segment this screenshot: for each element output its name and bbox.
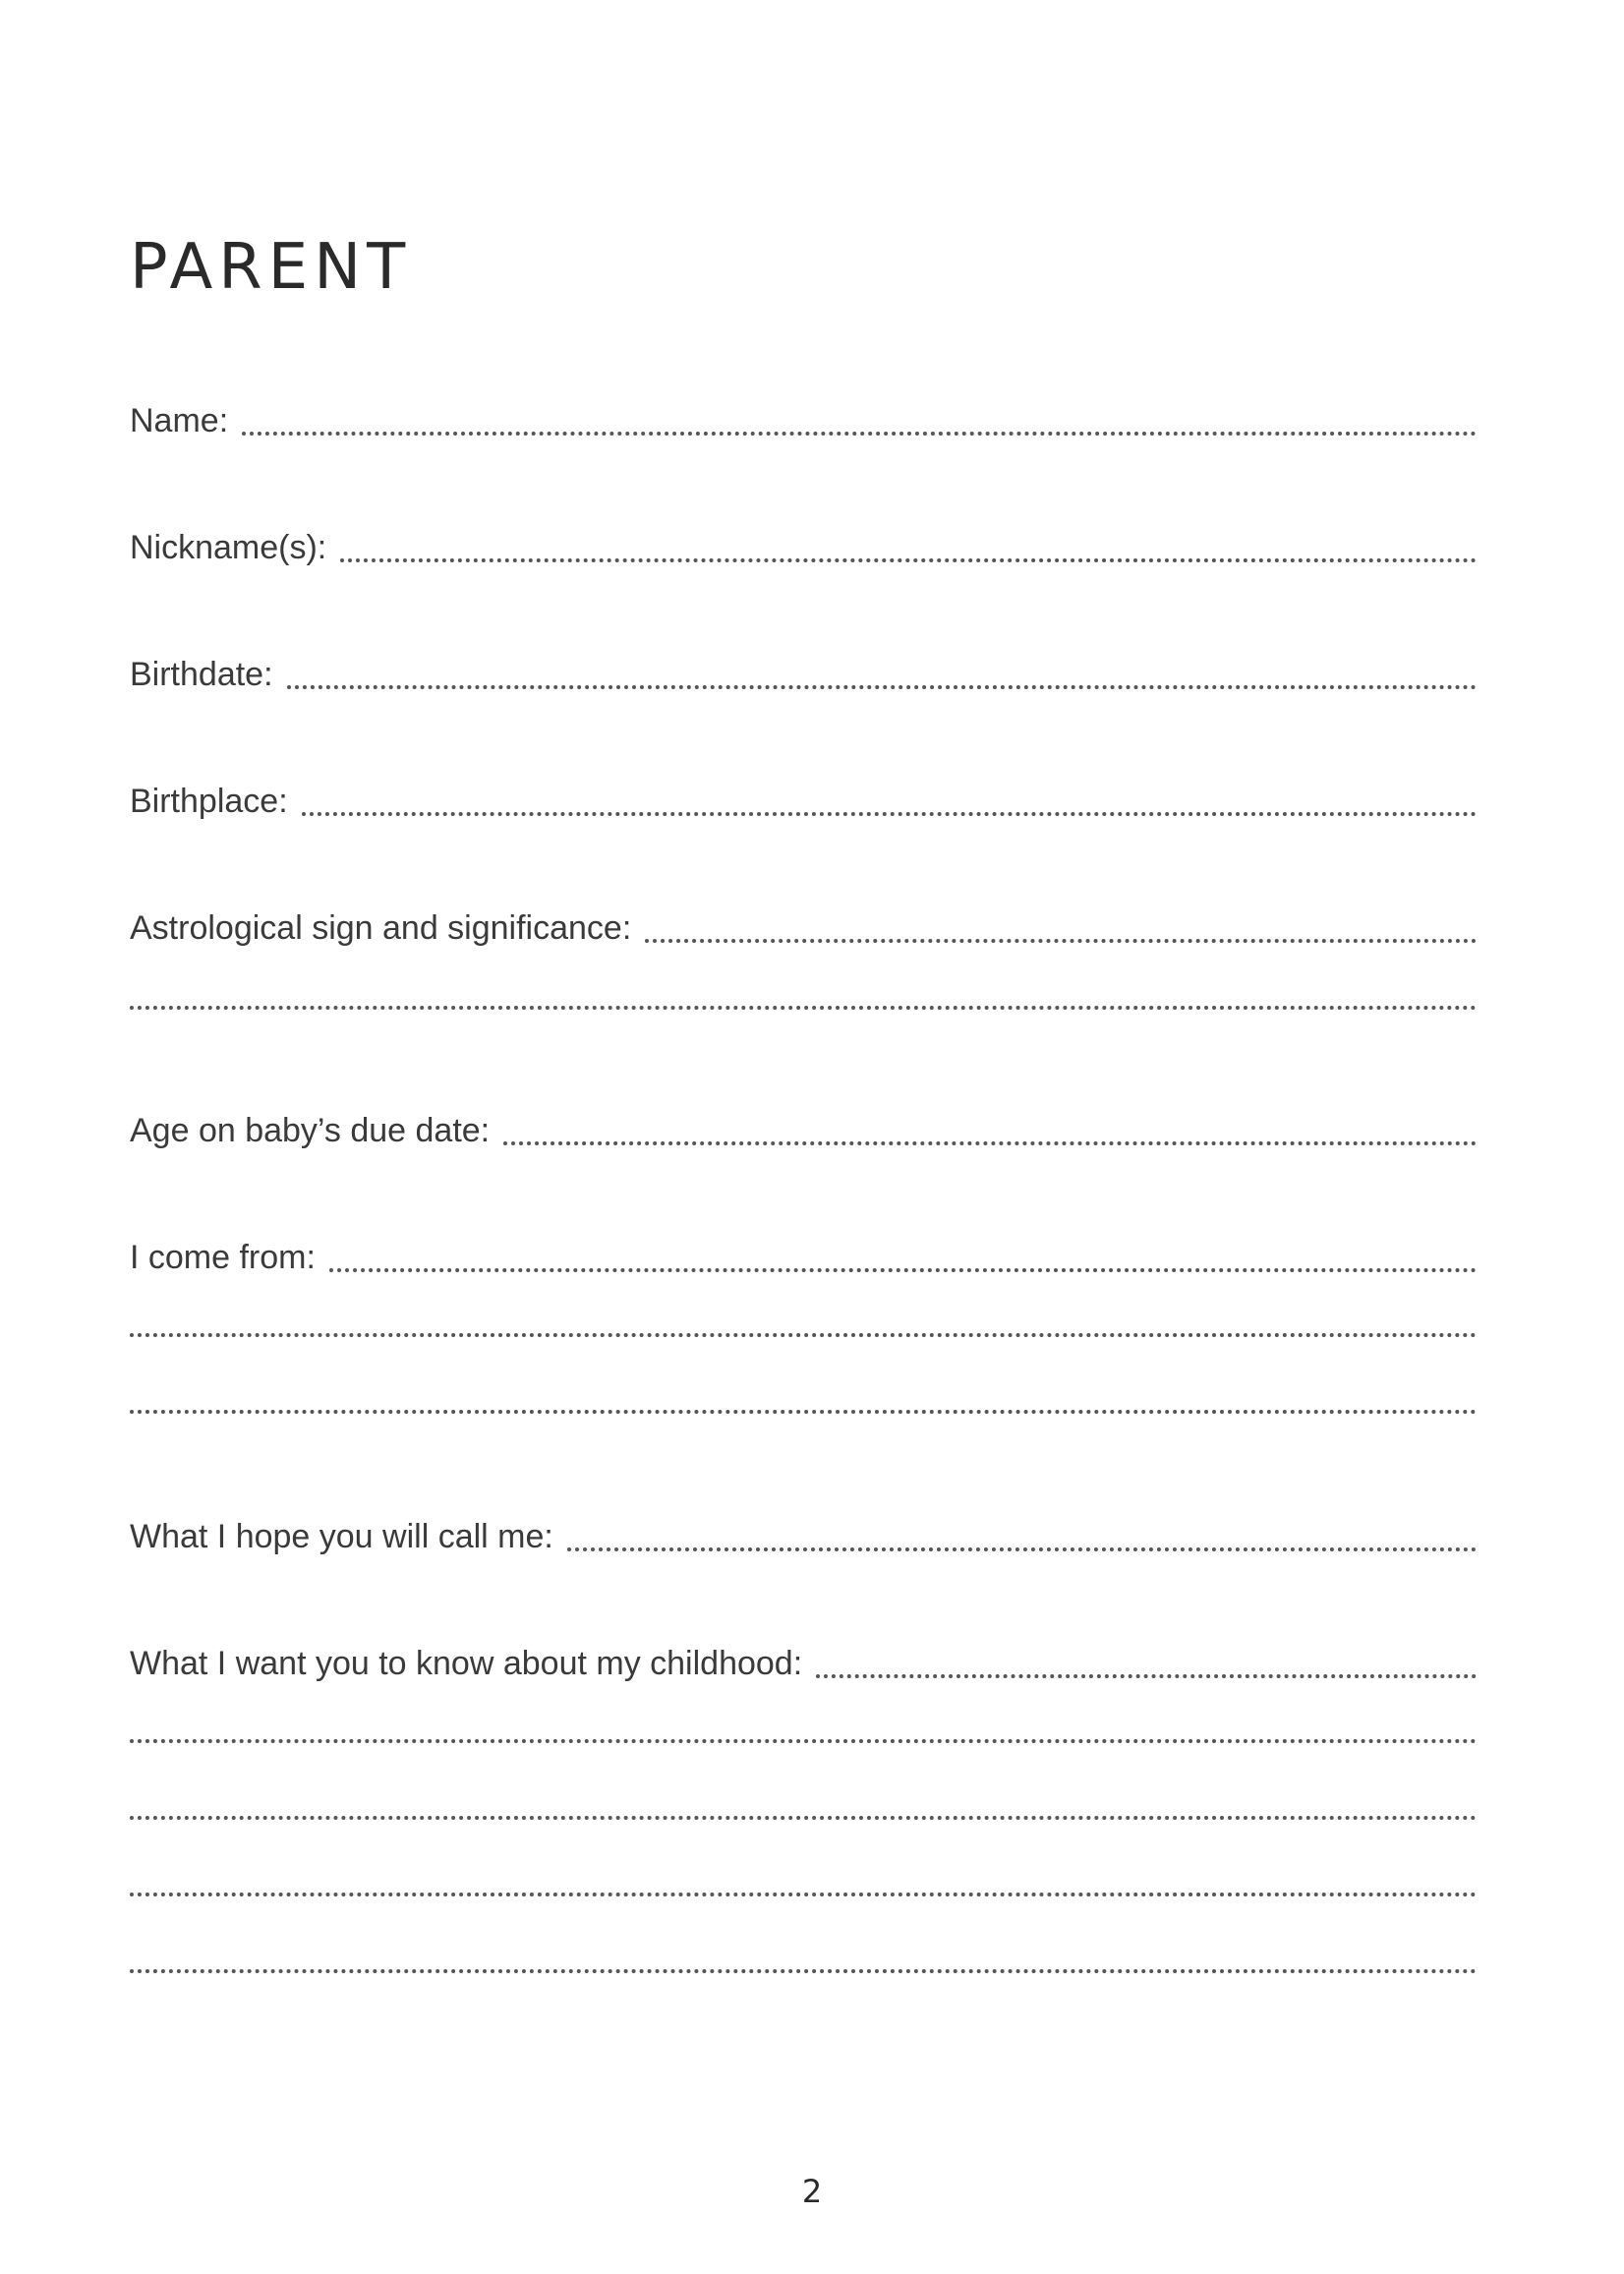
field-nickname [130, 515, 1477, 564]
field-childhood-line-2[interactable] [130, 1739, 1477, 1743]
field-age-label: Age on baby’s due date: [130, 1112, 491, 1149]
field-come-from-line[interactable] [329, 1268, 1477, 1272]
field-astrological-label: Astrological sign and significance: [130, 909, 632, 947]
field-nickname-label: Nickname(s): [130, 529, 327, 566]
field-name-line[interactable] [242, 432, 1477, 436]
field-childhood-label: What I want you to know about my childhood: [130, 1645, 803, 1682]
field-hope-call-line[interactable] [567, 1547, 1477, 1551]
field-childhood-line-4[interactable] [130, 1893, 1477, 1896]
field-childhood-line-3[interactable] [130, 1816, 1477, 1820]
field-age-line[interactable] [503, 1141, 1477, 1145]
field-hope-call [130, 1504, 1477, 1553]
field-come-from-label: I come from: [130, 1239, 316, 1276]
field-childhood-line[interactable] [816, 1674, 1477, 1678]
field-name [130, 388, 1477, 437]
page-number: 2 [801, 2173, 823, 2210]
field-hope-call-label: What I hope you will call me: [130, 1518, 553, 1555]
field-astrological-line[interactable] [645, 939, 1477, 943]
field-birthplace-line[interactable] [302, 812, 1477, 816]
field-birthdate-line[interactable] [287, 685, 1477, 689]
field-birthplace [130, 769, 1477, 818]
field-childhood-line-5[interactable] [130, 1969, 1477, 1973]
field-age [130, 1098, 1477, 1147]
field-birthdate-label: Birthdate: [130, 656, 273, 693]
field-nickname-line[interactable] [340, 558, 1477, 562]
field-birthplace-label: Birthplace: [130, 783, 288, 820]
field-come-from-line-3[interactable] [130, 1410, 1477, 1414]
field-come-from [130, 1225, 1477, 1274]
field-astrological [130, 896, 1477, 945]
field-name-label: Name: [130, 402, 229, 439]
field-astrological-line-2[interactable] [130, 1006, 1477, 1010]
field-come-from-line-2[interactable] [130, 1333, 1477, 1337]
page-title: PARENT [130, 231, 412, 304]
field-birthdate [130, 642, 1477, 691]
field-childhood [130, 1631, 1477, 1680]
